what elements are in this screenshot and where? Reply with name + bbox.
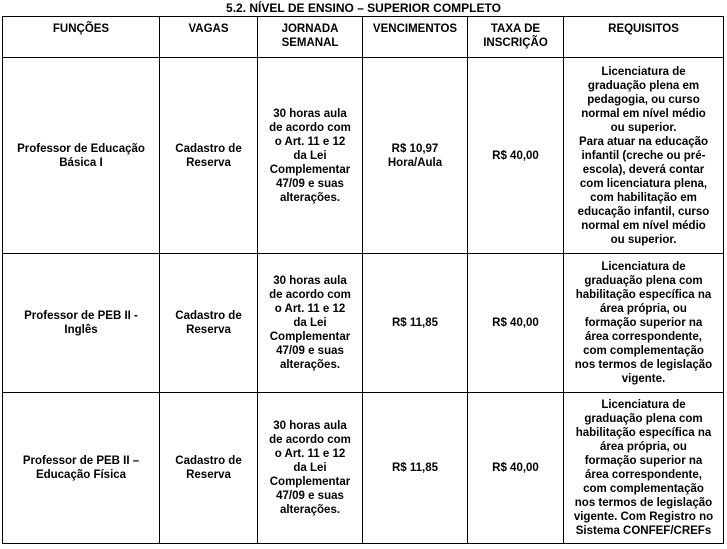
section-title: 5.2. NÍVEL DE ENSINO – SUPERIOR COMPLETO: [226, 1, 501, 15]
jornada-line: alterações.: [279, 504, 341, 516]
requisitos-line: vigente.: [621, 373, 666, 385]
requisitos-cell: [564, 58, 724, 254]
jornada-line: alterações.: [279, 359, 341, 371]
jornada-line: Complementar: [269, 331, 351, 343]
requisitos-line: graduação plena em: [587, 79, 700, 92]
table-row: [3, 254, 724, 393]
taxa-line: R$ 40,00: [492, 317, 539, 329]
vagas-cell: [160, 58, 258, 254]
jornada-line: 47/09 e suas: [276, 177, 344, 190]
jornada-cell: [258, 254, 363, 393]
requisitos-line: Licenciatura de: [601, 261, 686, 273]
jornada-cell: [258, 58, 363, 254]
funcao-line: Básica I: [59, 156, 103, 169]
vagas-line: Reserva: [186, 469, 231, 481]
vagas-line: Cadastro de: [175, 455, 242, 467]
jornada-line: da Lei: [293, 149, 327, 162]
jornada-line: de acordo com: [269, 289, 351, 301]
funcao-cell: [3, 393, 160, 544]
requisitos-line: normal em nível médio: [581, 219, 706, 232]
funcao-line: Professor de PEB II –: [22, 455, 140, 467]
requisitos-line: com habilitação em: [590, 191, 697, 204]
funcao-line: Inglês: [64, 324, 98, 336]
vencimento-line: R$ 11,85: [391, 462, 439, 474]
jornada-line: da Lei: [293, 317, 327, 329]
vencimento-line: R$ 10,97: [391, 142, 439, 155]
jornada-line: 30 horas aula: [273, 275, 347, 287]
vagas-line: Cadastro de: [175, 310, 242, 322]
requisitos-line: ou superior.: [610, 121, 677, 134]
requisitos-line: vigente. Com Registro no: [573, 511, 714, 523]
jornada-line: Complementar: [269, 476, 351, 488]
header-taxa-line-1: TAXA DE: [490, 23, 541, 35]
requisitos-line: área correspondente,: [585, 331, 702, 343]
requisitos-cell: [564, 254, 724, 393]
requisitos-line: área própria, ou: [600, 441, 687, 453]
requisitos-line: Sistema CONFEF/CREFs: [575, 525, 712, 537]
jornada-line: o Art. 11 e 12: [274, 448, 346, 460]
requisitos-line: ou superior.: [610, 233, 677, 246]
vencimento-line: R$ 11,85: [391, 317, 439, 329]
requisitos-line: habilitação específica na: [575, 427, 712, 439]
jornada-line: da Lei: [293, 462, 327, 474]
jornada-line: alterações.: [279, 191, 341, 204]
requisitos-line: formação superior na: [584, 455, 703, 467]
vagas-cell: [160, 254, 258, 393]
header-vencimentos: VENCIMENTOS: [363, 17, 468, 58]
jornada-line: 30 horas aula: [273, 107, 347, 120]
jornada-line: 47/09 e suas: [276, 490, 344, 502]
taxa-line: R$ 40,00: [492, 149, 539, 162]
funcao-line: Educação Física: [35, 469, 127, 481]
requisitos-line: infantil (creche ou pré-: [581, 149, 706, 162]
requisitos-line: área própria, ou: [600, 303, 687, 315]
jornada-line: 30 horas aula: [273, 420, 347, 432]
vencimento-line: Hora/Aula: [387, 156, 443, 169]
header-vagas: VAGAS: [160, 17, 258, 58]
requisitos-line: formação superior na: [584, 317, 703, 329]
taxa-cell: [468, 393, 564, 544]
header-taxa-line-2: INSCRIÇÃO: [483, 37, 548, 49]
taxa-line: R$ 40,00: [492, 462, 539, 474]
requisitos-line: graduação plena com: [584, 275, 703, 287]
vagas-line: Reserva: [186, 156, 231, 169]
jornada-line: Complementar: [269, 163, 351, 176]
requisitos-line: educação infantil, curso: [577, 205, 710, 218]
header-jornada: [258, 17, 363, 58]
table-row: [3, 393, 724, 544]
positions-table: [2, 16, 724, 544]
requisitos-cell: [564, 393, 724, 544]
funcao-cell: [3, 58, 160, 254]
requisitos-line: escola), deverá contar: [582, 163, 705, 176]
funcao-line: Professor de PEB II -: [24, 310, 138, 322]
jornada-line: 47/09 e suas: [276, 345, 344, 357]
requisitos-line: área correspondente,: [585, 469, 702, 481]
jornada-line: de acordo com: [269, 121, 351, 134]
requisitos-line: com complementação: [583, 345, 704, 357]
jornada-line: o Art. 11 e 12: [274, 135, 346, 148]
vagas-line: Reserva: [186, 324, 231, 336]
jornada-line: o Art. 11 e 12: [274, 303, 346, 315]
header-requisitos: REQUISITOS: [564, 17, 724, 58]
requisitos-line: pedagogia, ou curso: [587, 93, 700, 106]
header-taxa: [468, 17, 564, 58]
table-header-row: [3, 17, 724, 58]
requisitos-line: habilitação específica na: [575, 289, 712, 301]
taxa-cell: [468, 58, 564, 254]
requisitos-line: nos termos de legislação: [574, 497, 713, 509]
header-jornada-line-2: SEMANAL: [281, 37, 339, 49]
requisitos-line: Licenciatura de: [601, 399, 686, 411]
table-row: [3, 58, 724, 254]
header-funcoes: FUNÇÕES: [3, 17, 160, 58]
requisitos-line: Para atuar na educação: [578, 135, 709, 148]
funcao-line: Professor de Educação: [17, 142, 145, 155]
funcao-cell: [3, 254, 160, 393]
vencimento-cell: [363, 254, 468, 393]
jornada-line: de acordo com: [269, 434, 351, 446]
vagas-line: Cadastro de: [175, 142, 242, 155]
requisitos-line: graduação plena com: [584, 413, 703, 425]
vencimento-cell: [363, 393, 468, 544]
vencimento-cell: [363, 58, 468, 254]
requisitos-line: normal em nível médio: [581, 107, 706, 120]
requisitos-line: Licenciatura de: [601, 65, 686, 78]
requisitos-line: nos termos de legislação: [574, 359, 713, 371]
requisitos-line: com licenciatura plena,: [579, 177, 708, 190]
taxa-cell: [468, 254, 564, 393]
header-jornada-line-1: JORNADA: [281, 23, 339, 35]
jornada-cell: [258, 393, 363, 544]
requisitos-line: com complementação: [583, 483, 704, 495]
vagas-cell: [160, 393, 258, 544]
